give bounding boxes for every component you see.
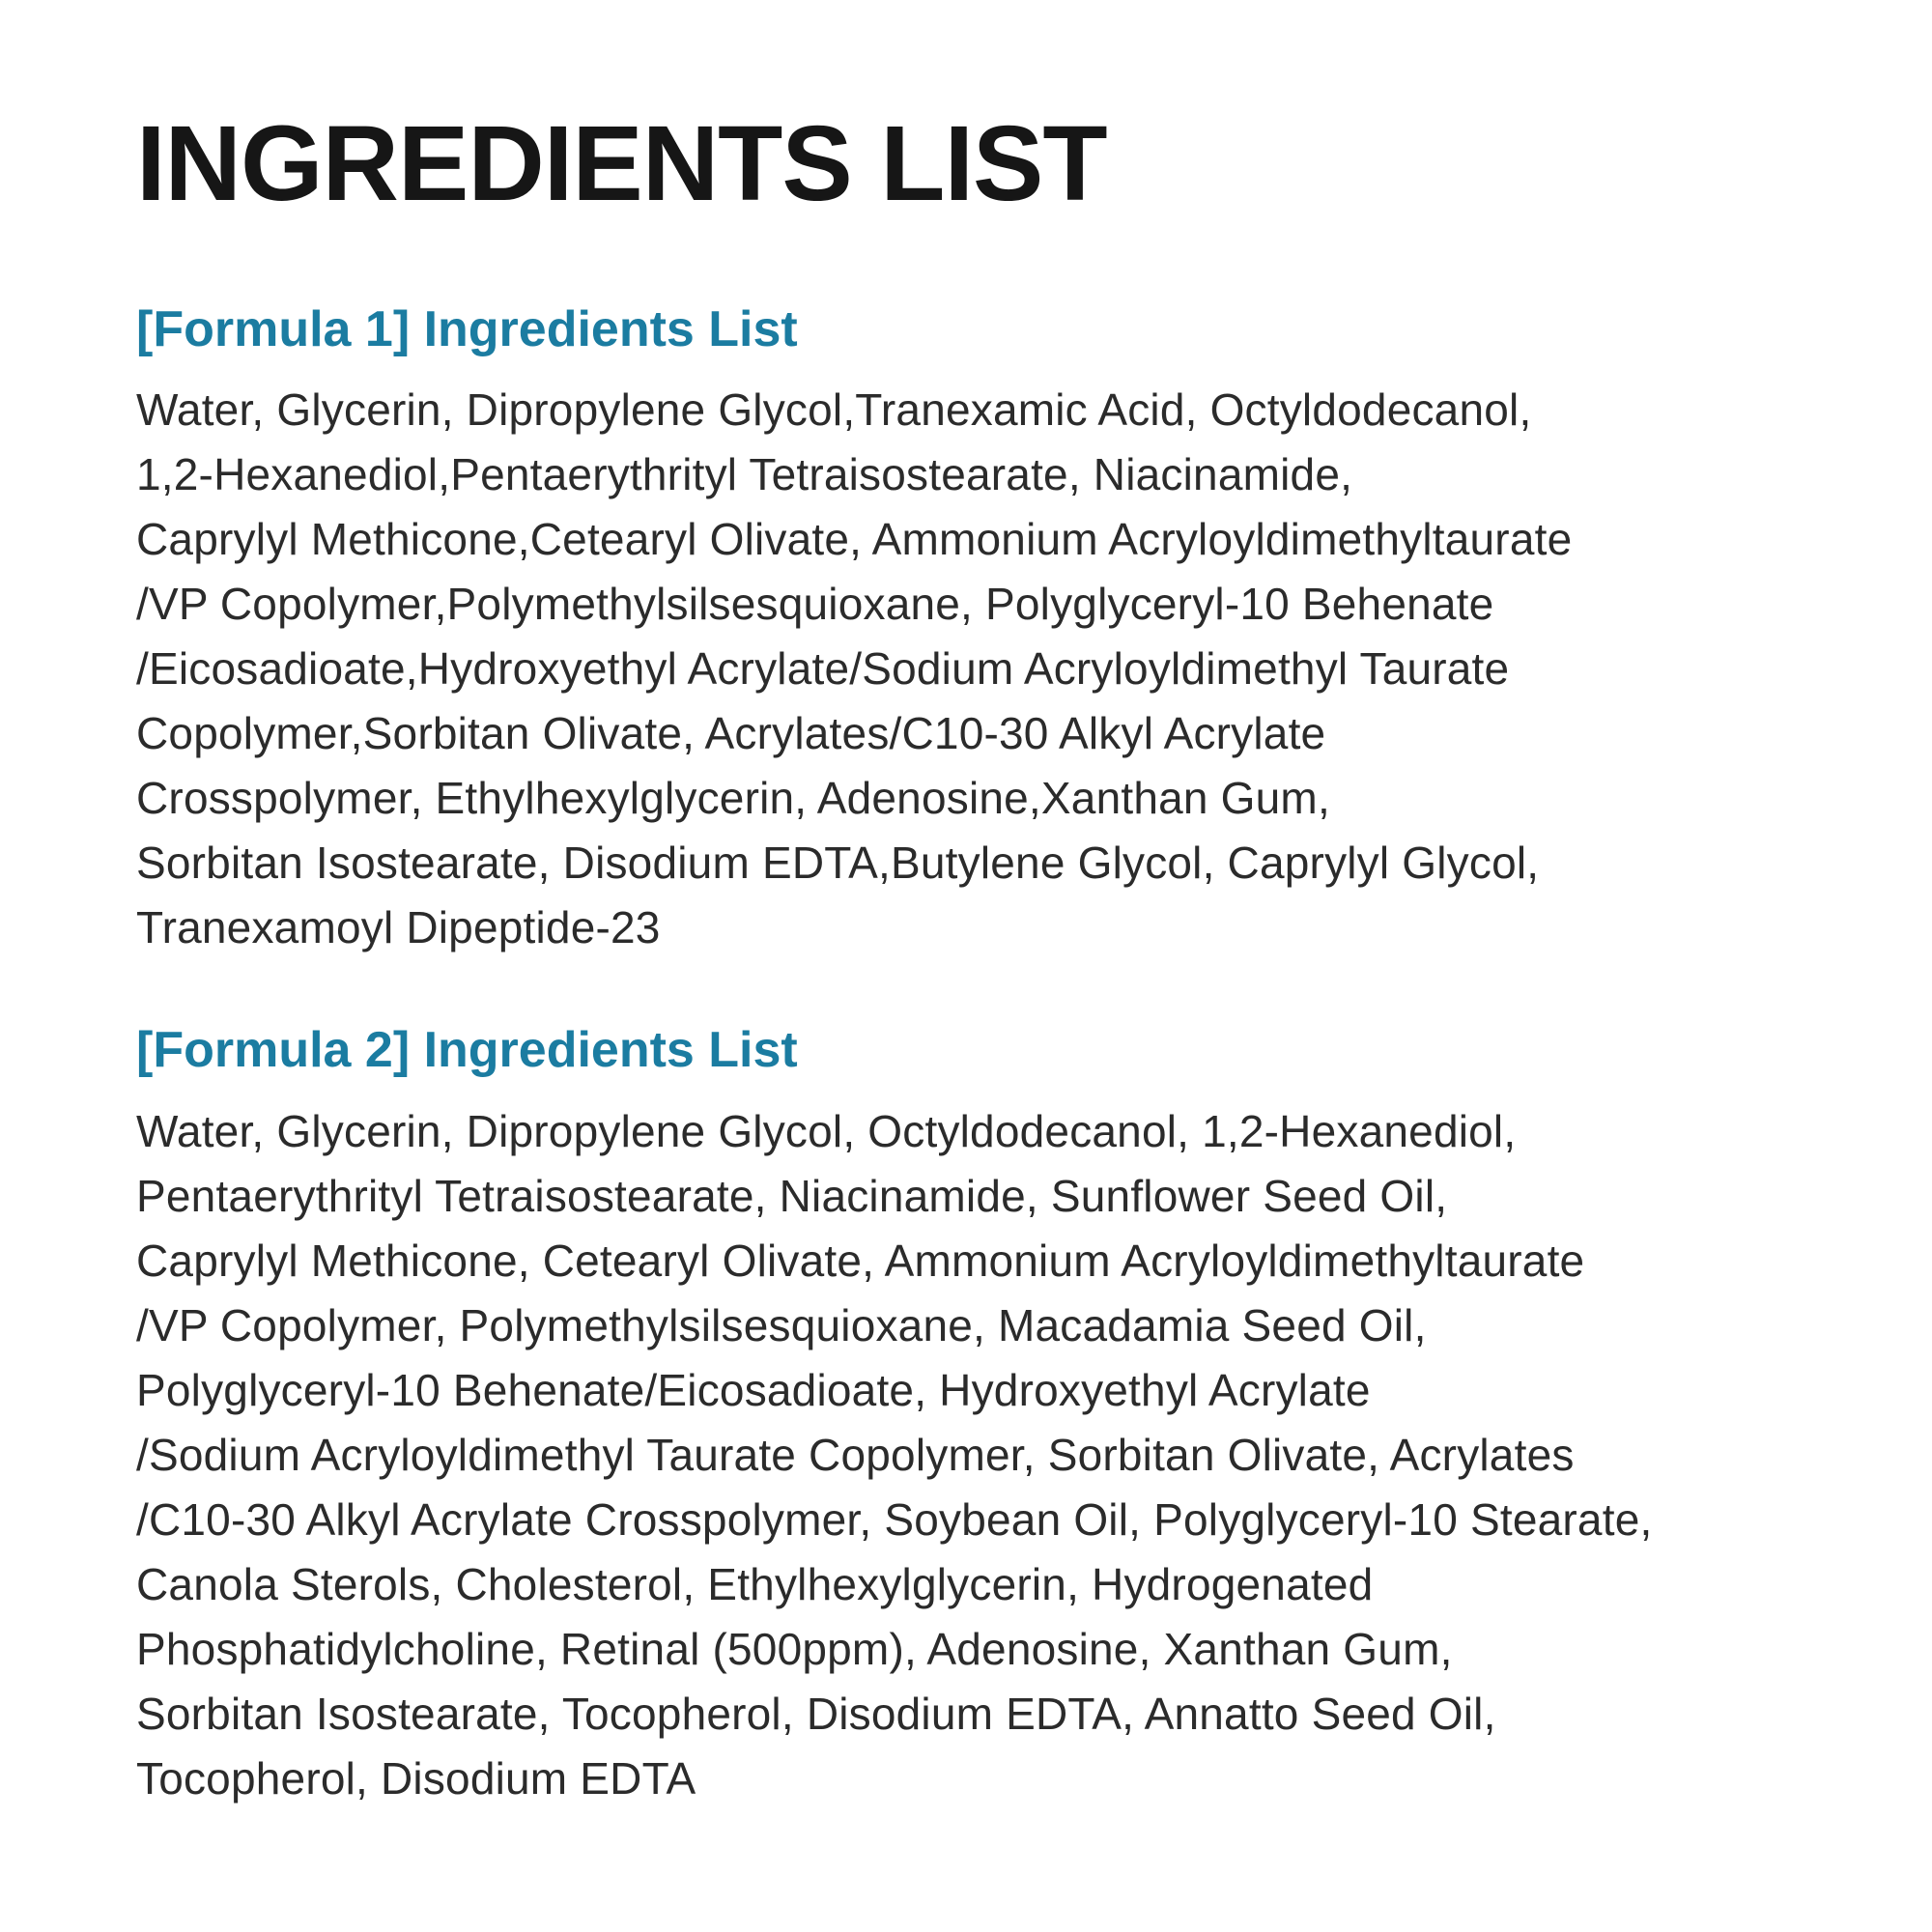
ingredients-line: /Sodium Acryloyldimethyl Taurate Copolymer, Sorbitan Olivate, Acrylates [136, 1430, 1575, 1481]
ingredients-line: /Eicosadioate,Hydroxyethyl Acrylate/Sodium Acryloyldimethyl Taurate [136, 643, 1510, 695]
ingredients-line: Tranexamoyl Dipeptide-23 [136, 902, 661, 953]
ingredients-line: /C10-30 Alkyl Acrylate Crosspolymer, Soybean Oil, Polyglyceryl-10 Stearate, [136, 1494, 1653, 1546]
ingredients-line: Canola Sterols, Cholesterol, Ethylhexylglycerin, Hydrogenated [136, 1559, 1374, 1610]
ingredients-line: 1,2-Hexanediol,Pentaerythrityl Tetraisostearate, Niacinamide, [136, 449, 1353, 500]
ingredients-line: Caprylyl Methicone, Cetearyl Olivate, Ammonium Acryloyldimethyltaurate [136, 1236, 1585, 1287]
ingredients-line: Water, Glycerin, Dipropylene Glycol,Tranexamic Acid, Octyldodecanol, [136, 384, 1532, 436]
ingredients-line: Pentaerythrityl Tetraisostearate, Niacinamide, Sunflower Seed Oil, [136, 1171, 1448, 1222]
formula-2-ingredients [136, 1099, 1874, 1811]
ingredients-line: Tocopherol, Disodium EDTA [136, 1753, 696, 1804]
formula-1-heading: [Formula 1] Ingredients List [136, 300, 798, 357]
formula-2-section [136, 1022, 1874, 1811]
ingredients-line: Crosspolymer, Ethylhexylglycerin, Adenosine,Xanthan Gum, [136, 773, 1330, 824]
ingredients-line: Water, Glycerin, Dipropylene Glycol, Octyldodecanol, 1,2-Hexanediol, [136, 1106, 1517, 1157]
ingredients-line: /VP Copolymer, Polymethylsilsesquioxane, Macadamia Seed Oil, [136, 1300, 1427, 1351]
ingredients-line: Sorbitan Isostearate, Tocopherol, Disodium EDTA, Annatto Seed Oil, [136, 1689, 1496, 1740]
ingredients-line: /VP Copolymer,Polymethylsilsesquioxane, Polyglyceryl-10 Behenate [136, 579, 1494, 630]
ingredients-line: Phosphatidylcholine, Retinal (500ppm), Adenosine, Xanthan Gum, [136, 1624, 1453, 1675]
ingredients-line: Sorbitan Isostearate, Disodium EDTA,Butylene Glycol, Caprylyl Glycol, [136, 838, 1540, 889]
ingredients-line: Copolymer,Sorbitan Olivate, Acrylates/C10-30 Alkyl Acrylate [136, 708, 1326, 759]
page-title: INGREDIENTS LIST [136, 104, 1107, 223]
formula-2-heading: [Formula 2] Ingredients List [136, 1022, 798, 1079]
formula-1-section [136, 301, 1874, 961]
formula-1-ingredients [136, 378, 1874, 960]
ingredients-line: Polyglyceryl-10 Behenate/Eicosadioate, Hydroxyethyl Acrylate [136, 1365, 1371, 1416]
ingredients-line: Caprylyl Methicone,Cetearyl Olivate, Ammonium Acryloyldimethyltaurate [136, 514, 1573, 565]
